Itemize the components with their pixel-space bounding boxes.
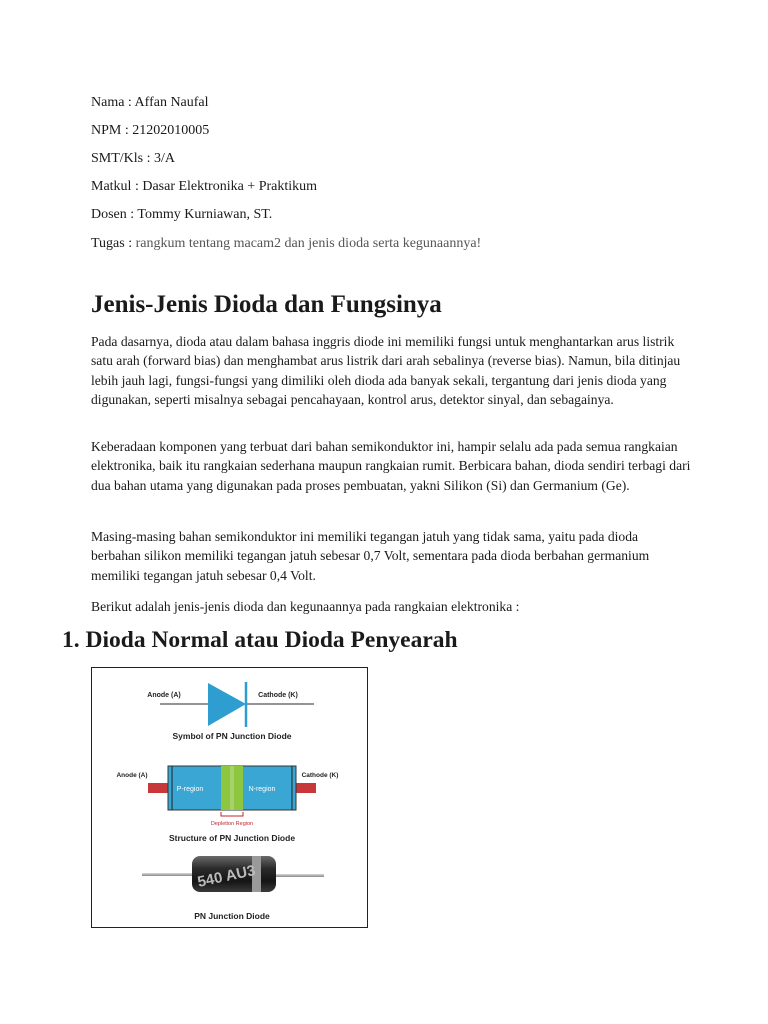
meta-value: Dasar Elektronika + Praktikum: [142, 179, 318, 194]
meta-value: Tommy Kurniawan, ST.: [137, 207, 273, 222]
paragraph-list-intro: Berikut adalah jenis-jenis dioda dan kegunaannya pada rangkaian elektronika :: [91, 599, 520, 614]
meta-label: Dosen :: [91, 207, 138, 222]
diode-figure: [91, 667, 368, 928]
depletion-bracket: [221, 812, 243, 816]
structure-caption: Structure of PN Junction Diode: [168, 833, 296, 843]
meta-value: 3/A: [154, 151, 176, 166]
paragraph-materials: Keberadaan komponen yang terbuat dari bahan semikonduktor ini, hampir selalu ada pada semua rangkaian elektronika, baik itu rangkaian sederhana maupun rangkaian rumit. Berbicara bahan, dioda sendiri terbagi dari dua bahan utama yang digunakan pada proses pembuatan, yakni Silikon (Si) dan Germanium (Ge).: [91, 439, 691, 493]
structure-anode-label: Anode (A): [116, 772, 148, 779]
diode-figure-graphic: [92, 668, 366, 926]
symbol-cathode-label: Cathode (K): [258, 692, 298, 699]
meta-value: Affan Naufal: [134, 95, 209, 110]
meta-label: Tugas :: [91, 236, 136, 251]
meta-npm: [91, 123, 209, 139]
meta-tugas: [91, 236, 481, 252]
meta-smt: [91, 151, 175, 167]
diode-symbol: [147, 682, 314, 741]
diode-triangle-icon: [208, 683, 246, 726]
n-region-label: N-region: [248, 786, 276, 793]
meta-label: NPM :: [91, 123, 133, 138]
section-heading-dioda-normal: 1. Dioda Normal atau Dioda Penyearah: [62, 627, 458, 653]
photo-lead-left: [142, 873, 194, 876]
p-region-label: P-region: [176, 786, 204, 793]
meta-label: Nama :: [91, 95, 135, 110]
structure-cathode-label: Cathode (K): [301, 772, 339, 779]
paragraph-intro: Pada dasarnya, dioda atau dalam bahasa inggris diode ini memiliki fungsi untuk menghantarkan arus listrik satu arah (forward bias) dan menghambat arus listrik dari arah sebalinya (reverse bias). Namun, bila ditinjau lebih jauh lagi, fungsi-fungsi yang dimiliki oleh dioda ada banyak sekali, tergantung dari jenis dioda yang digunakan, seperti misalnya sebagai pencahayaan, kontrol arus, detektor sinyal, dan sebagainya.: [91, 334, 681, 407]
anode-lead: [148, 783, 168, 793]
symbol-caption: Symbol of PN Junction Diode: [172, 731, 292, 741]
meta-value: rangkum tentang macam2 dan jenis dioda serta kegunaannya!: [135, 236, 482, 251]
photo-caption: PN Junction Diode: [194, 911, 270, 921]
diode-structure: [116, 766, 338, 843]
depletion-label: Depletion Region: [210, 821, 254, 827]
meta-value: 21202010005: [132, 123, 210, 138]
meta-label: Matkul :: [91, 179, 143, 194]
photo-marking: 540 AU3: [196, 862, 257, 891]
junction-line: [230, 766, 234, 810]
article-title: Jenis-Jenis Dioda dan Fungsinya: [91, 291, 442, 318]
meta-nama: [91, 95, 209, 111]
meta-dosen: [91, 207, 272, 223]
meta-matkul: [91, 179, 317, 195]
symbol-anode-label: Anode (A): [147, 692, 181, 699]
diode-photo: [142, 856, 324, 921]
meta-label: SMT/Kls :: [91, 151, 155, 166]
paragraph-voltage-drop: Masing-masing bahan semikonduktor ini memiliki tegangan jatuh yang tidak sama, yaitu pada dioda berbahan silikon memiliki tegangan jatuh sebesar 0,7 Volt, sementara pada dioda berbahan germanium memiliki tegangan jatuh sebesar 0,4 Volt.: [91, 529, 650, 583]
photo-lead-right: [272, 874, 324, 877]
cathode-lead: [296, 783, 316, 793]
